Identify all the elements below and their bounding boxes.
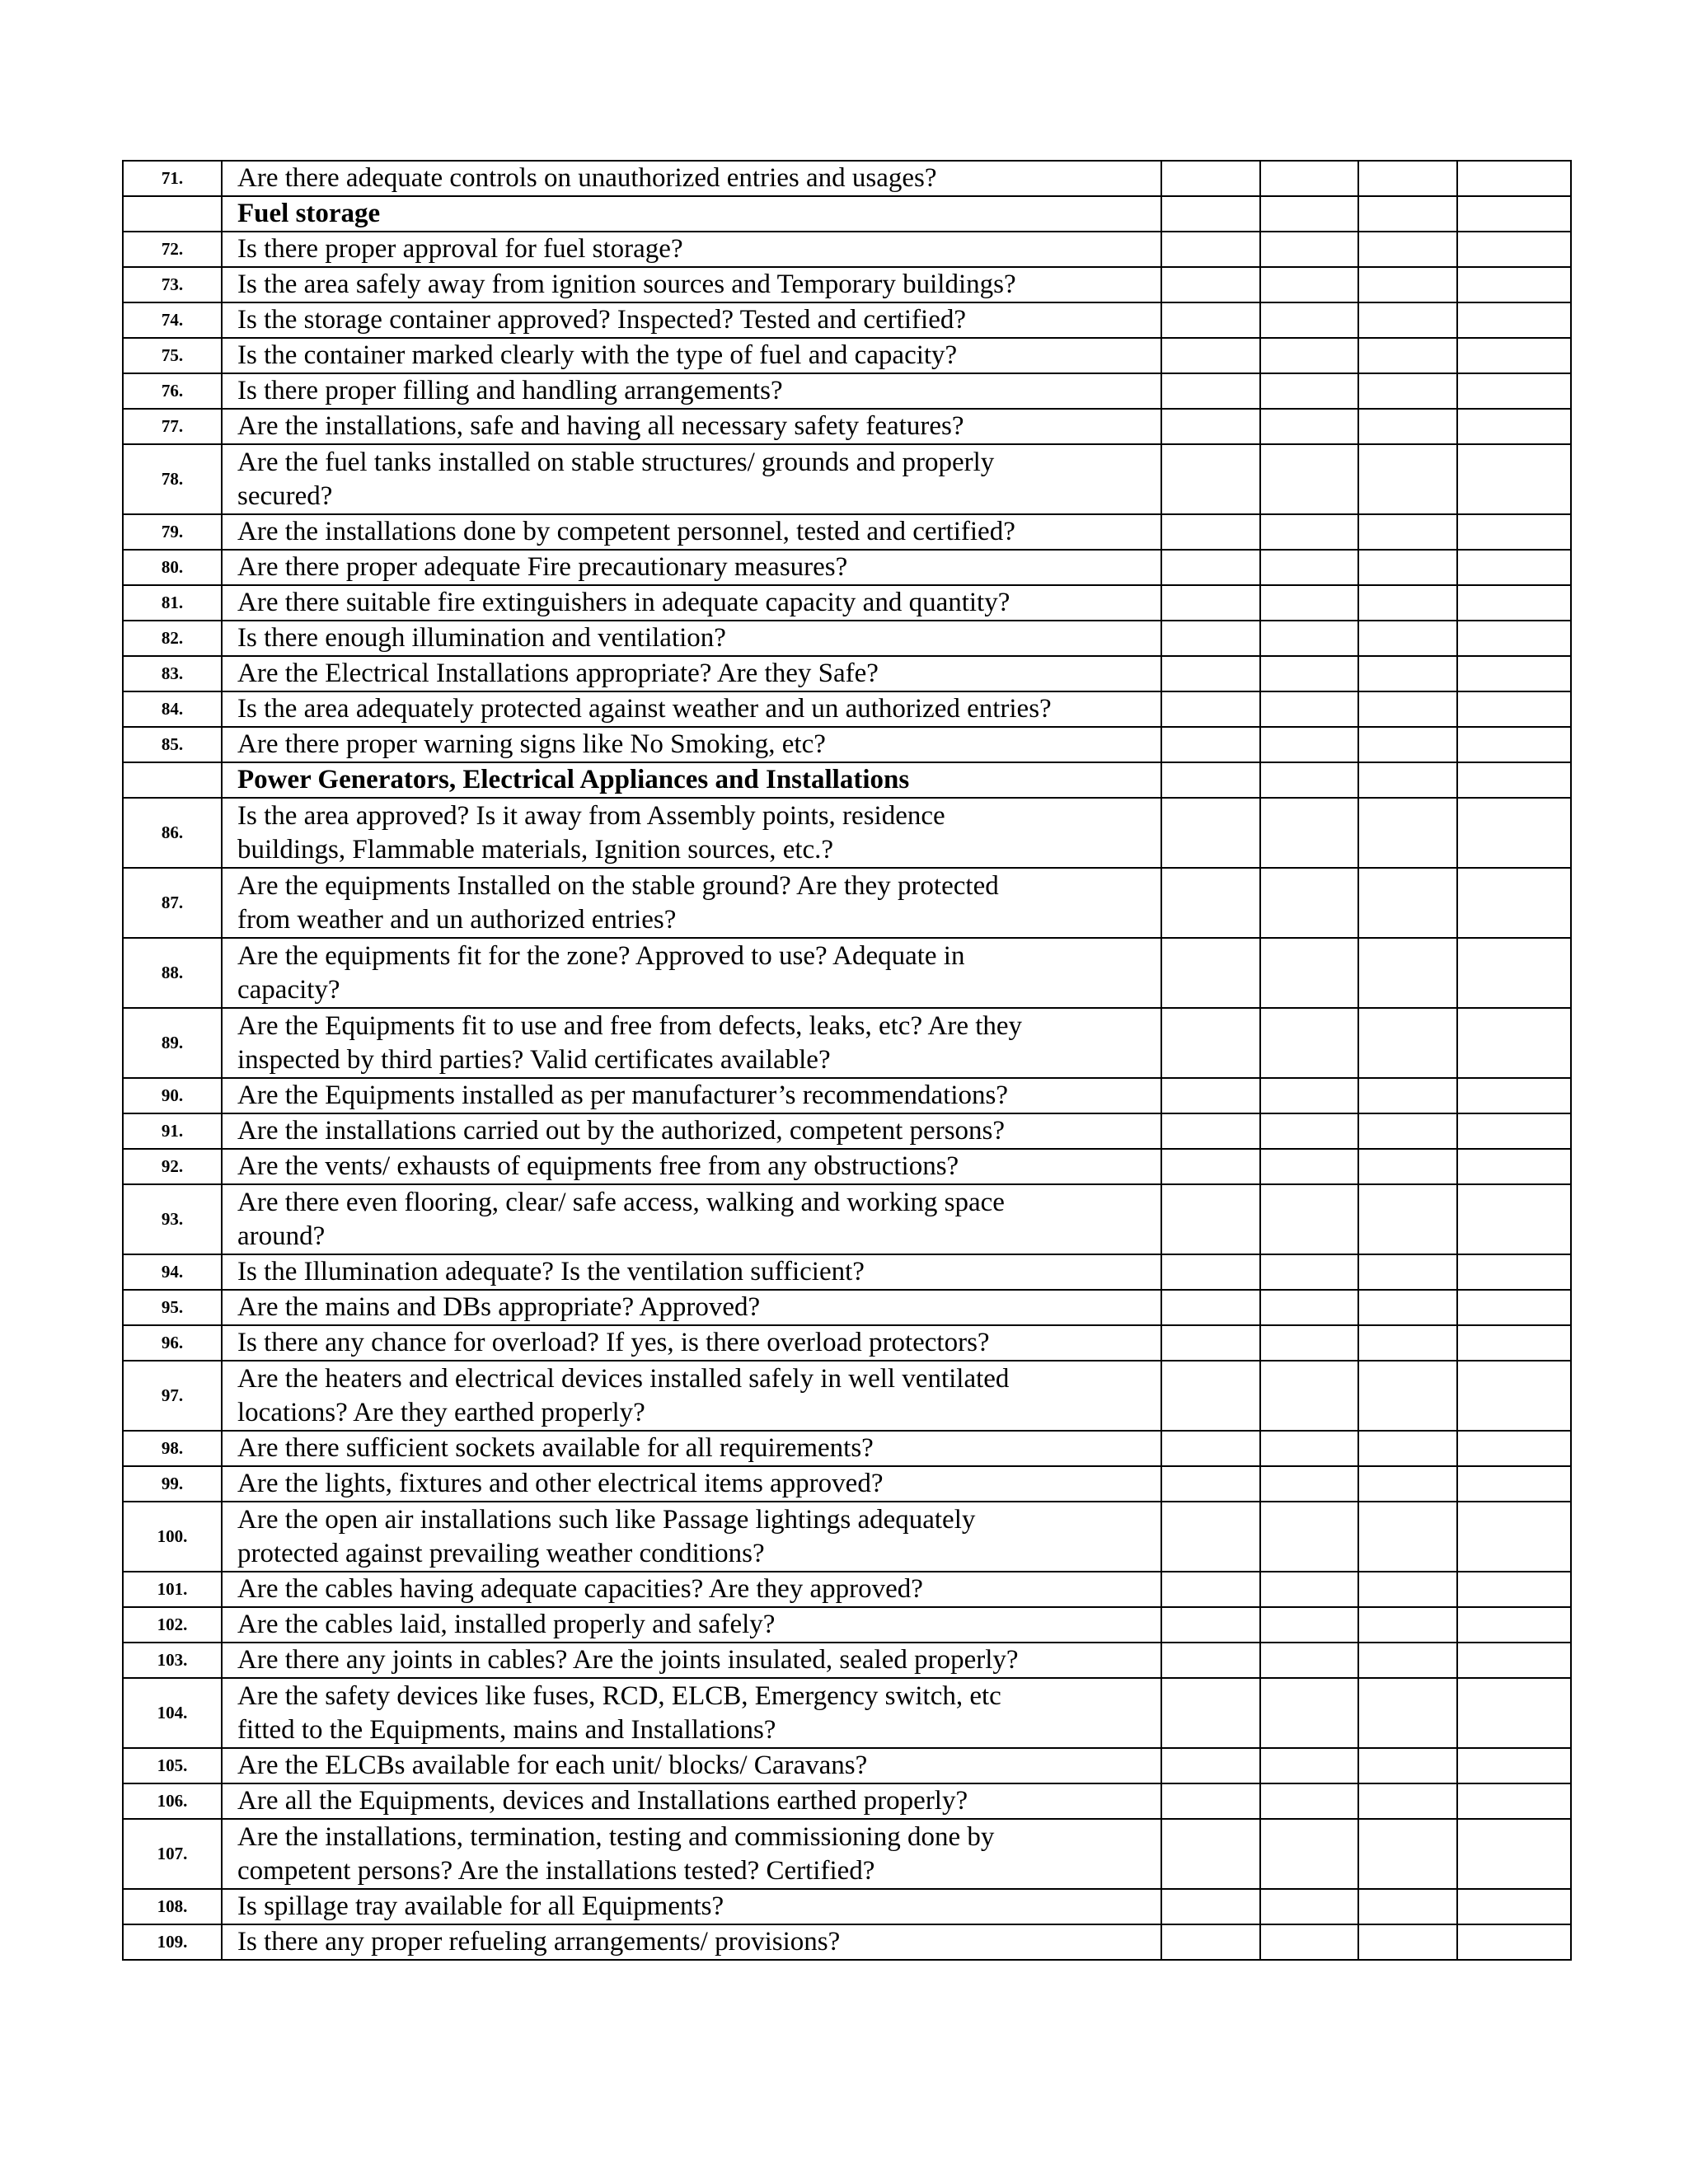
item-number: 87. (123, 868, 222, 938)
checklist-row (123, 1678, 1571, 1748)
section-header-row (123, 762, 1571, 798)
response-cell-2[interactable] (1260, 868, 1358, 938)
checklist-row (123, 1431, 1571, 1466)
checklist-row (123, 1643, 1571, 1678)
response-cell-3[interactable] (1358, 1149, 1457, 1184)
response-cell-3[interactable] (1358, 727, 1457, 762)
response-cell-1[interactable] (1161, 1819, 1260, 1889)
response-cell-2[interactable] (1260, 1572, 1358, 1607)
response-cell-1[interactable] (1161, 550, 1260, 585)
checklist-row (123, 1113, 1571, 1149)
checklist-row (123, 444, 1571, 514)
item-number: 104. (123, 1678, 222, 1748)
checklist-row (123, 656, 1571, 691)
item-number: 78. (123, 444, 222, 514)
response-cell-4[interactable] (1457, 938, 1571, 1008)
response-cell-3[interactable] (1358, 444, 1457, 514)
response-cell-2[interactable] (1260, 1184, 1358, 1254)
response-cell-4[interactable] (1457, 1466, 1571, 1502)
item-number: 102. (123, 1607, 222, 1643)
response-cell-4[interactable] (1457, 868, 1571, 938)
response-cell-4[interactable] (1457, 727, 1571, 762)
section-title: Power Generators, Electrical Appliances and Installations (222, 762, 1161, 798)
response-cell-3[interactable] (1358, 1008, 1457, 1078)
response-cell-4[interactable] (1457, 196, 1571, 232)
response-cell-2[interactable] (1260, 1783, 1358, 1819)
item-number: 103. (123, 1643, 222, 1678)
checklist-question: Are the installations, termination, testing and commissioning done by competent persons? Are the installations tested? Certified? (222, 1819, 1161, 1889)
checklist-row (123, 1008, 1571, 1078)
response-cell-4[interactable] (1457, 1361, 1571, 1431)
response-cell-4[interactable] (1457, 514, 1571, 550)
item-number: 75. (123, 338, 222, 373)
response-cell-3[interactable] (1358, 1325, 1457, 1361)
response-cell-3[interactable] (1358, 1748, 1457, 1783)
response-cell-2[interactable] (1260, 550, 1358, 585)
checklist-row (123, 1924, 1571, 1960)
response-cell-3[interactable] (1358, 1361, 1457, 1431)
response-cell-1[interactable] (1161, 1924, 1260, 1960)
checklist-row (123, 514, 1571, 550)
response-cell-4[interactable] (1457, 1502, 1571, 1572)
response-cell-1[interactable] (1161, 1254, 1260, 1290)
response-cell-1[interactable] (1161, 621, 1260, 656)
response-cell-1[interactable] (1161, 1643, 1260, 1678)
response-cell-4[interactable] (1457, 1678, 1571, 1748)
item-number: 71. (123, 161, 222, 196)
checklist-row (123, 267, 1571, 302)
checklist-question: Are the open air installations such like Passage lightings adequately protected against prevailing weather conditions? (222, 1502, 1161, 1572)
response-cell-1[interactable] (1161, 267, 1260, 302)
response-cell-1[interactable] (1161, 1466, 1260, 1502)
response-cell-1[interactable] (1161, 1113, 1260, 1149)
item-number: 92. (123, 1149, 222, 1184)
response-cell-1[interactable] (1161, 232, 1260, 267)
checklist-question: Is there enough illumination and ventilation? (222, 621, 1161, 656)
response-cell-2[interactable] (1260, 1924, 1358, 1960)
response-cell-3[interactable] (1358, 1290, 1457, 1325)
item-number: 83. (123, 656, 222, 691)
response-cell-1[interactable] (1161, 444, 1260, 514)
response-cell-3[interactable] (1358, 373, 1457, 409)
checklist-question: Are the installations done by competent personnel, tested and certified? (222, 514, 1161, 550)
checklist-question: Are there suitable fire extinguishers in adequate capacity and quantity? (222, 585, 1161, 621)
response-cell-3[interactable] (1358, 1184, 1457, 1254)
response-cell-3[interactable] (1358, 1643, 1457, 1678)
response-cell-4[interactable] (1457, 267, 1571, 302)
response-cell-2[interactable] (1260, 1149, 1358, 1184)
item-number: 101. (123, 1572, 222, 1607)
item-number: 93. (123, 1184, 222, 1254)
response-cell-4[interactable] (1457, 1889, 1571, 1924)
response-cell-4[interactable] (1457, 1572, 1571, 1607)
response-cell-3[interactable] (1358, 338, 1457, 373)
response-cell-4[interactable] (1457, 1149, 1571, 1184)
response-cell-3[interactable] (1358, 514, 1457, 550)
checklist-question: Is the area safely away from ignition sources and Temporary buildings? (222, 267, 1161, 302)
item-number: 72. (123, 232, 222, 267)
checklist-row (123, 691, 1571, 727)
response-cell-3[interactable] (1358, 196, 1457, 232)
item-number: 109. (123, 1924, 222, 1960)
response-cell-1[interactable] (1161, 1748, 1260, 1783)
response-cell-1[interactable] (1161, 338, 1260, 373)
response-cell-4[interactable] (1457, 762, 1571, 798)
checklist-question: Are the cables having adequate capacities? Are they approved? (222, 1572, 1161, 1607)
response-cell-3[interactable] (1358, 868, 1457, 938)
response-cell-3[interactable] (1358, 409, 1457, 444)
item-number: 80. (123, 550, 222, 585)
response-cell-1[interactable] (1161, 409, 1260, 444)
response-cell-2[interactable] (1260, 656, 1358, 691)
response-cell-1[interactable] (1161, 1783, 1260, 1819)
checklist-question: Are there adequate controls on unauthorized entries and usages? (222, 161, 1161, 196)
response-cell-2[interactable] (1260, 1607, 1358, 1643)
checklist-question: Are the cables laid, installed properly and safely? (222, 1607, 1161, 1643)
response-cell-2[interactable] (1260, 161, 1358, 196)
response-cell-2[interactable] (1260, 1678, 1358, 1748)
response-cell-4[interactable] (1457, 373, 1571, 409)
item-number: 95. (123, 1290, 222, 1325)
response-cell-3[interactable] (1358, 585, 1457, 621)
response-cell-3[interactable] (1358, 762, 1457, 798)
item-number: 108. (123, 1889, 222, 1924)
checklist-row (123, 1819, 1571, 1889)
checklist-question: Is there any proper refueling arrangements/ provisions? (222, 1924, 1161, 1960)
checklist-question: Is there proper filling and handling arrangements? (222, 373, 1161, 409)
response-cell-3[interactable] (1358, 267, 1457, 302)
item-number: 97. (123, 1361, 222, 1431)
response-cell-2[interactable] (1260, 514, 1358, 550)
response-cell-4[interactable] (1457, 1431, 1571, 1466)
response-cell-1[interactable] (1161, 868, 1260, 938)
checklist-row (123, 1325, 1571, 1361)
item-number: 77. (123, 409, 222, 444)
response-cell-3[interactable] (1358, 1113, 1457, 1149)
checklist-row (123, 727, 1571, 762)
response-cell-4[interactable] (1457, 585, 1571, 621)
checklist-row (123, 1889, 1571, 1924)
response-cell-1[interactable] (1161, 798, 1260, 868)
response-cell-3[interactable] (1358, 1466, 1457, 1502)
response-cell-2[interactable] (1260, 1431, 1358, 1466)
checklist-question: Are all the Equipments, devices and Installations earthed properly? (222, 1783, 1161, 1819)
response-cell-1[interactable] (1161, 196, 1260, 232)
response-cell-2[interactable] (1260, 1466, 1358, 1502)
response-cell-4[interactable] (1457, 1254, 1571, 1290)
checklist-question: Are the equipments fit for the zone? Approved to use? Adequate in capacity? (222, 938, 1161, 1008)
response-cell-3[interactable] (1358, 938, 1457, 1008)
response-cell-3[interactable] (1358, 1924, 1457, 1960)
checklist-row (123, 585, 1571, 621)
response-cell-4[interactable] (1457, 1924, 1571, 1960)
item-number: 81. (123, 585, 222, 621)
checklist-question: Is the area approved? Is it away from Assembly points, residence buildings, Flammable materials, Ignition sources, etc.? (222, 798, 1161, 868)
response-cell-3[interactable] (1358, 232, 1457, 267)
checklist-question: Is there proper approval for fuel storage? (222, 232, 1161, 267)
response-cell-1[interactable] (1161, 302, 1260, 338)
response-cell-1[interactable] (1161, 656, 1260, 691)
response-cell-2[interactable] (1260, 762, 1358, 798)
response-cell-4[interactable] (1457, 1290, 1571, 1325)
response-cell-4[interactable] (1457, 621, 1571, 656)
response-cell-4[interactable] (1457, 656, 1571, 691)
checklist-question: Are the safety devices like fuses, RCD, ELCB, Emergency switch, etc fitted to the Equipments, mains and Installations? (222, 1678, 1161, 1748)
item-number: 85. (123, 727, 222, 762)
checklist-row (123, 1748, 1571, 1783)
response-cell-4[interactable] (1457, 691, 1571, 727)
section-header-row (123, 196, 1571, 232)
response-cell-2[interactable] (1260, 1748, 1358, 1783)
response-cell-1[interactable] (1161, 1325, 1260, 1361)
checklist-question: Are there even flooring, clear/ safe access, walking and working space around? (222, 1184, 1161, 1254)
checklist-row (123, 938, 1571, 1008)
response-cell-1[interactable] (1161, 373, 1260, 409)
response-cell-1[interactable] (1161, 1149, 1260, 1184)
checklist-row (123, 161, 1571, 196)
response-cell-3[interactable] (1358, 1254, 1457, 1290)
response-cell-3[interactable] (1358, 1678, 1457, 1748)
checklist-question: Are the installations, safe and having all necessary safety features? (222, 409, 1161, 444)
response-cell-2[interactable] (1260, 409, 1358, 444)
checklist-row (123, 868, 1571, 938)
checklist-question: Is the Illumination adequate? Is the ventilation sufficient? (222, 1254, 1161, 1290)
response-cell-2[interactable] (1260, 1889, 1358, 1924)
checklist-row (123, 1149, 1571, 1184)
response-cell-1[interactable] (1161, 1361, 1260, 1431)
response-cell-4[interactable] (1457, 161, 1571, 196)
response-cell-3[interactable] (1358, 1572, 1457, 1607)
response-cell-1[interactable] (1161, 514, 1260, 550)
checklist-question: Are the vents/ exhausts of equipments free from any obstructions? (222, 1149, 1161, 1184)
response-cell-1[interactable] (1161, 1431, 1260, 1466)
response-cell-1[interactable] (1161, 1290, 1260, 1325)
response-cell-1[interactable] (1161, 938, 1260, 1008)
response-cell-4[interactable] (1457, 302, 1571, 338)
item-number: 106. (123, 1783, 222, 1819)
checklist-question: Is the area adequately protected against weather and un authorized entries? (222, 691, 1161, 727)
item-number (123, 762, 222, 798)
checklist-row (123, 1572, 1571, 1607)
response-cell-2[interactable] (1260, 444, 1358, 514)
response-cell-2[interactable] (1260, 232, 1358, 267)
inspection-checklist-table (122, 160, 1572, 1961)
response-cell-2[interactable] (1260, 302, 1358, 338)
checklist-question: Are there proper adequate Fire precautionary measures? (222, 550, 1161, 585)
checklist-question: Is the storage container approved? Inspected? Tested and certified? (222, 302, 1161, 338)
checklist-row (123, 1184, 1571, 1254)
response-cell-2[interactable] (1260, 1819, 1358, 1889)
response-cell-4[interactable] (1457, 1113, 1571, 1149)
response-cell-3[interactable] (1358, 1607, 1457, 1643)
response-cell-3[interactable] (1358, 1078, 1457, 1113)
response-cell-1[interactable] (1161, 1008, 1260, 1078)
item-number: 98. (123, 1431, 222, 1466)
response-cell-2[interactable] (1260, 1113, 1358, 1149)
checklist-row (123, 373, 1571, 409)
checklist-row (123, 1502, 1571, 1572)
response-cell-3[interactable] (1358, 798, 1457, 868)
response-cell-2[interactable] (1260, 196, 1358, 232)
response-cell-2[interactable] (1260, 798, 1358, 868)
item-number: 99. (123, 1466, 222, 1502)
response-cell-4[interactable] (1457, 338, 1571, 373)
item-number: 107. (123, 1819, 222, 1889)
response-cell-4[interactable] (1457, 1008, 1571, 1078)
response-cell-4[interactable] (1457, 1783, 1571, 1819)
response-cell-1[interactable] (1161, 1889, 1260, 1924)
response-cell-2[interactable] (1260, 691, 1358, 727)
response-cell-4[interactable] (1457, 1184, 1571, 1254)
checklist-row (123, 1466, 1571, 1502)
response-cell-2[interactable] (1260, 338, 1358, 373)
checklist-row (123, 798, 1571, 868)
response-cell-4[interactable] (1457, 232, 1571, 267)
response-cell-3[interactable] (1358, 656, 1457, 691)
item-number: 88. (123, 938, 222, 1008)
checklist-question: Is spillage tray available for all Equipments? (222, 1889, 1161, 1924)
checklist-question: Are there proper warning signs like No Smoking, etc? (222, 727, 1161, 762)
response-cell-3[interactable] (1358, 550, 1457, 585)
checklist-row (123, 621, 1571, 656)
response-cell-4[interactable] (1457, 409, 1571, 444)
checklist-row (123, 302, 1571, 338)
response-cell-3[interactable] (1358, 1783, 1457, 1819)
item-number: 74. (123, 302, 222, 338)
checklist-question: Are there sufficient sockets available for all requirements? (222, 1431, 1161, 1466)
checklist-row (123, 550, 1571, 585)
response-cell-3[interactable] (1358, 1819, 1457, 1889)
checklist-row (123, 1078, 1571, 1113)
response-cell-4[interactable] (1457, 550, 1571, 585)
response-cell-2[interactable] (1260, 267, 1358, 302)
response-cell-1[interactable] (1161, 1572, 1260, 1607)
response-cell-3[interactable] (1358, 1889, 1457, 1924)
item-number: 73. (123, 267, 222, 302)
response-cell-4[interactable] (1457, 1607, 1571, 1643)
checklist-question: Are the installations carried out by the authorized, competent persons? (222, 1113, 1161, 1149)
item-number: 90. (123, 1078, 222, 1113)
response-cell-2[interactable] (1260, 1361, 1358, 1431)
response-cell-1[interactable] (1161, 1678, 1260, 1748)
item-number (123, 196, 222, 232)
checklist-row (123, 1290, 1571, 1325)
response-cell-3[interactable] (1358, 1431, 1457, 1466)
checklist-row (123, 232, 1571, 267)
response-cell-4[interactable] (1457, 798, 1571, 868)
response-cell-2[interactable] (1260, 1290, 1358, 1325)
response-cell-1[interactable] (1161, 1184, 1260, 1254)
item-number: 100. (123, 1502, 222, 1572)
response-cell-4[interactable] (1457, 1819, 1571, 1889)
checklist-question: Is the container marked clearly with the type of fuel and capacity? (222, 338, 1161, 373)
checklist-row (123, 1783, 1571, 1819)
item-number: 79. (123, 514, 222, 550)
response-cell-1[interactable] (1161, 161, 1260, 196)
response-cell-2[interactable] (1260, 585, 1358, 621)
response-cell-1[interactable] (1161, 1502, 1260, 1572)
checklist-row (123, 1607, 1571, 1643)
response-cell-4[interactable] (1457, 1078, 1571, 1113)
response-cell-1[interactable] (1161, 691, 1260, 727)
checklist-row (123, 1361, 1571, 1431)
response-cell-3[interactable] (1358, 691, 1457, 727)
response-cell-2[interactable] (1260, 621, 1358, 656)
response-cell-1[interactable] (1161, 585, 1260, 621)
checklist-question: Are the heaters and electrical devices installed safely in well ventilated locations? Are they earthed properly? (222, 1361, 1161, 1431)
response-cell-4[interactable] (1457, 1748, 1571, 1783)
checklist-question: Are the Electrical Installations appropriate? Are they Safe? (222, 656, 1161, 691)
item-number: 91. (123, 1113, 222, 1149)
response-cell-1[interactable] (1161, 727, 1260, 762)
checklist-row (123, 1254, 1571, 1290)
checklist-question: Are the Equipments fit to use and free from defects, leaks, etc? Are they inspected by third parties? Valid certificates available? (222, 1008, 1161, 1078)
checklist-question: Are the equipments Installed on the stable ground? Are they protected from weather and un authorized entries? (222, 868, 1161, 938)
item-number: 105. (123, 1748, 222, 1783)
response-cell-2[interactable] (1260, 1078, 1358, 1113)
checklist-question: Are the mains and DBs appropriate? Approved? (222, 1290, 1161, 1325)
checklist-question: Are the Equipments installed as per manufacturer’s recommendations? (222, 1078, 1161, 1113)
checklist-row (123, 409, 1571, 444)
response-cell-2[interactable] (1260, 1502, 1358, 1572)
response-cell-2[interactable] (1260, 373, 1358, 409)
item-number: 96. (123, 1325, 222, 1361)
response-cell-2[interactable] (1260, 1008, 1358, 1078)
response-cell-2[interactable] (1260, 1325, 1358, 1361)
item-number: 94. (123, 1254, 222, 1290)
response-cell-4[interactable] (1457, 1325, 1571, 1361)
response-cell-3[interactable] (1358, 161, 1457, 196)
response-cell-2[interactable] (1260, 1643, 1358, 1678)
response-cell-4[interactable] (1457, 444, 1571, 514)
checklist-question: Are the lights, fixtures and other electrical items approved? (222, 1466, 1161, 1502)
response-cell-2[interactable] (1260, 938, 1358, 1008)
item-number: 86. (123, 798, 222, 868)
response-cell-2[interactable] (1260, 1254, 1358, 1290)
item-number: 89. (123, 1008, 222, 1078)
checklist-question: Are there any joints in cables? Are the joints insulated, sealed properly? (222, 1643, 1161, 1678)
checklist-question: Is there any chance for overload? If yes, is there overload protectors? (222, 1325, 1161, 1361)
item-number: 84. (123, 691, 222, 727)
checklist-row (123, 338, 1571, 373)
section-title: Fuel storage (222, 196, 1161, 232)
response-cell-1[interactable] (1161, 1607, 1260, 1643)
item-number: 76. (123, 373, 222, 409)
checklist-question: Are the ELCBs available for each unit/ blocks/ Caravans? (222, 1748, 1161, 1783)
response-cell-1[interactable] (1161, 1078, 1260, 1113)
response-cell-1[interactable] (1161, 762, 1260, 798)
checklist-rows (123, 161, 1571, 1960)
response-cell-2[interactable] (1260, 727, 1358, 762)
item-number: 82. (123, 621, 222, 656)
response-cell-4[interactable] (1457, 1643, 1571, 1678)
response-cell-3[interactable] (1358, 621, 1457, 656)
checklist-question: Are the fuel tanks installed on stable structures/ grounds and properly secured? (222, 444, 1161, 514)
response-cell-3[interactable] (1358, 1502, 1457, 1572)
response-cell-3[interactable] (1358, 302, 1457, 338)
